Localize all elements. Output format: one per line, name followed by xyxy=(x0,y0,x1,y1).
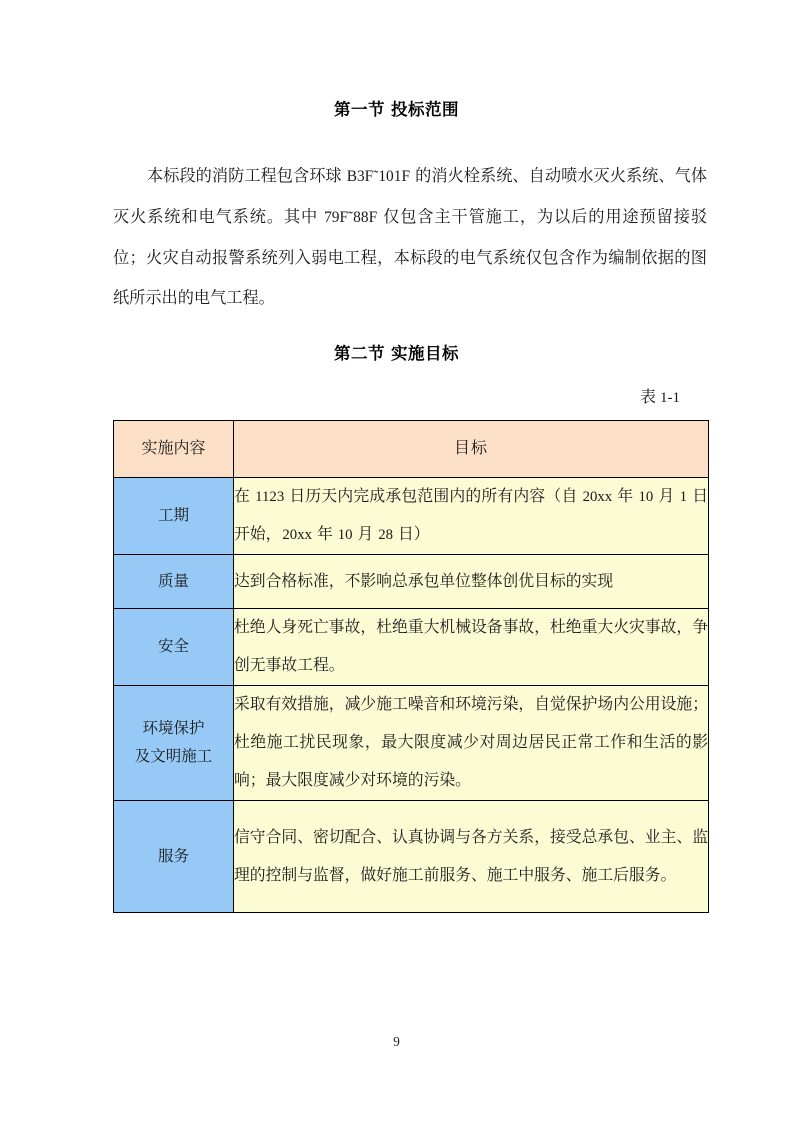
table-head xyxy=(114,421,709,478)
row-label-quality: 质量 xyxy=(114,555,234,609)
table-row xyxy=(114,686,709,801)
row-content-quality: 达到合格标准，不影响总承包单位整体创优目标的实现 xyxy=(234,555,709,609)
row-content-environment: 采取有效措施，减少施工噪音和环境污染，自觉保护场内公用设施；杜绝施工扰民现象，最大限度减少对周边居民正常工作和生活的影响；最大限度减少对环境的污染。 xyxy=(234,686,709,801)
header-cell-implementation-content: 实施内容 xyxy=(114,421,234,478)
table-caption-number: 1-1 xyxy=(660,390,680,406)
page-number: 9 xyxy=(393,1034,400,1049)
row-label-environment xyxy=(114,686,234,801)
row-content-duration: 在 1123 日历天内完成承包范围内的所有内容（自 20xx 年 10 月 1 日开始，20xx 年 10 月 28 日） xyxy=(234,478,709,555)
table-caption-prefix: 表 xyxy=(639,389,656,406)
table-row xyxy=(114,609,709,686)
section-2-number: 第二节 xyxy=(334,345,385,363)
table-row xyxy=(114,555,709,609)
table-body xyxy=(114,478,709,913)
table-header-row xyxy=(114,421,709,478)
section-1-title: 投标范围 xyxy=(391,101,459,119)
row-label-safety: 安全 xyxy=(114,609,234,686)
row-label-duration: 工期 xyxy=(114,478,234,555)
table-row xyxy=(114,801,709,913)
section-2-title: 实施目标 xyxy=(391,345,459,363)
implementation-goals-table xyxy=(113,420,709,913)
section-1-paragraph: 本标段的消防工程包含环球 B3F˜101F 的消火栓系统、自动喷水灭火系统、气体灭火系统和电气系统。其中 79F˜88F 仅包含主干管施工，为以后的用途预留接驳位；火灾自动报警系统列入弱电工程，本标段的电气系统仅包含作为编制依据的图纸所示出的电气工程。 xyxy=(113,167,708,308)
row-label-service: 服务 xyxy=(114,801,234,913)
row-content-service: 信守合同、密切配合、认真协调与各方关系，接受总承包、业主、监理的控制与监督，做好施工前服务、施工中服务、施工后服务。 xyxy=(234,801,709,913)
header-cell-target: 目标 xyxy=(234,421,709,478)
section-heading-2 xyxy=(0,340,793,364)
table-caption xyxy=(0,384,680,407)
section-heading-1 xyxy=(0,96,793,120)
section-1-number: 第一节 xyxy=(334,101,385,119)
row-content-safety: 杜绝人身死亡事故，杜绝重大机械设备事故，杜绝重大火灾事故，争创无事故工程。 xyxy=(234,609,709,686)
row-label-environment-line2: 及文明施工 xyxy=(134,748,213,765)
row-label-environment-line1: 环境保护 xyxy=(142,720,205,737)
table-row xyxy=(114,478,709,555)
